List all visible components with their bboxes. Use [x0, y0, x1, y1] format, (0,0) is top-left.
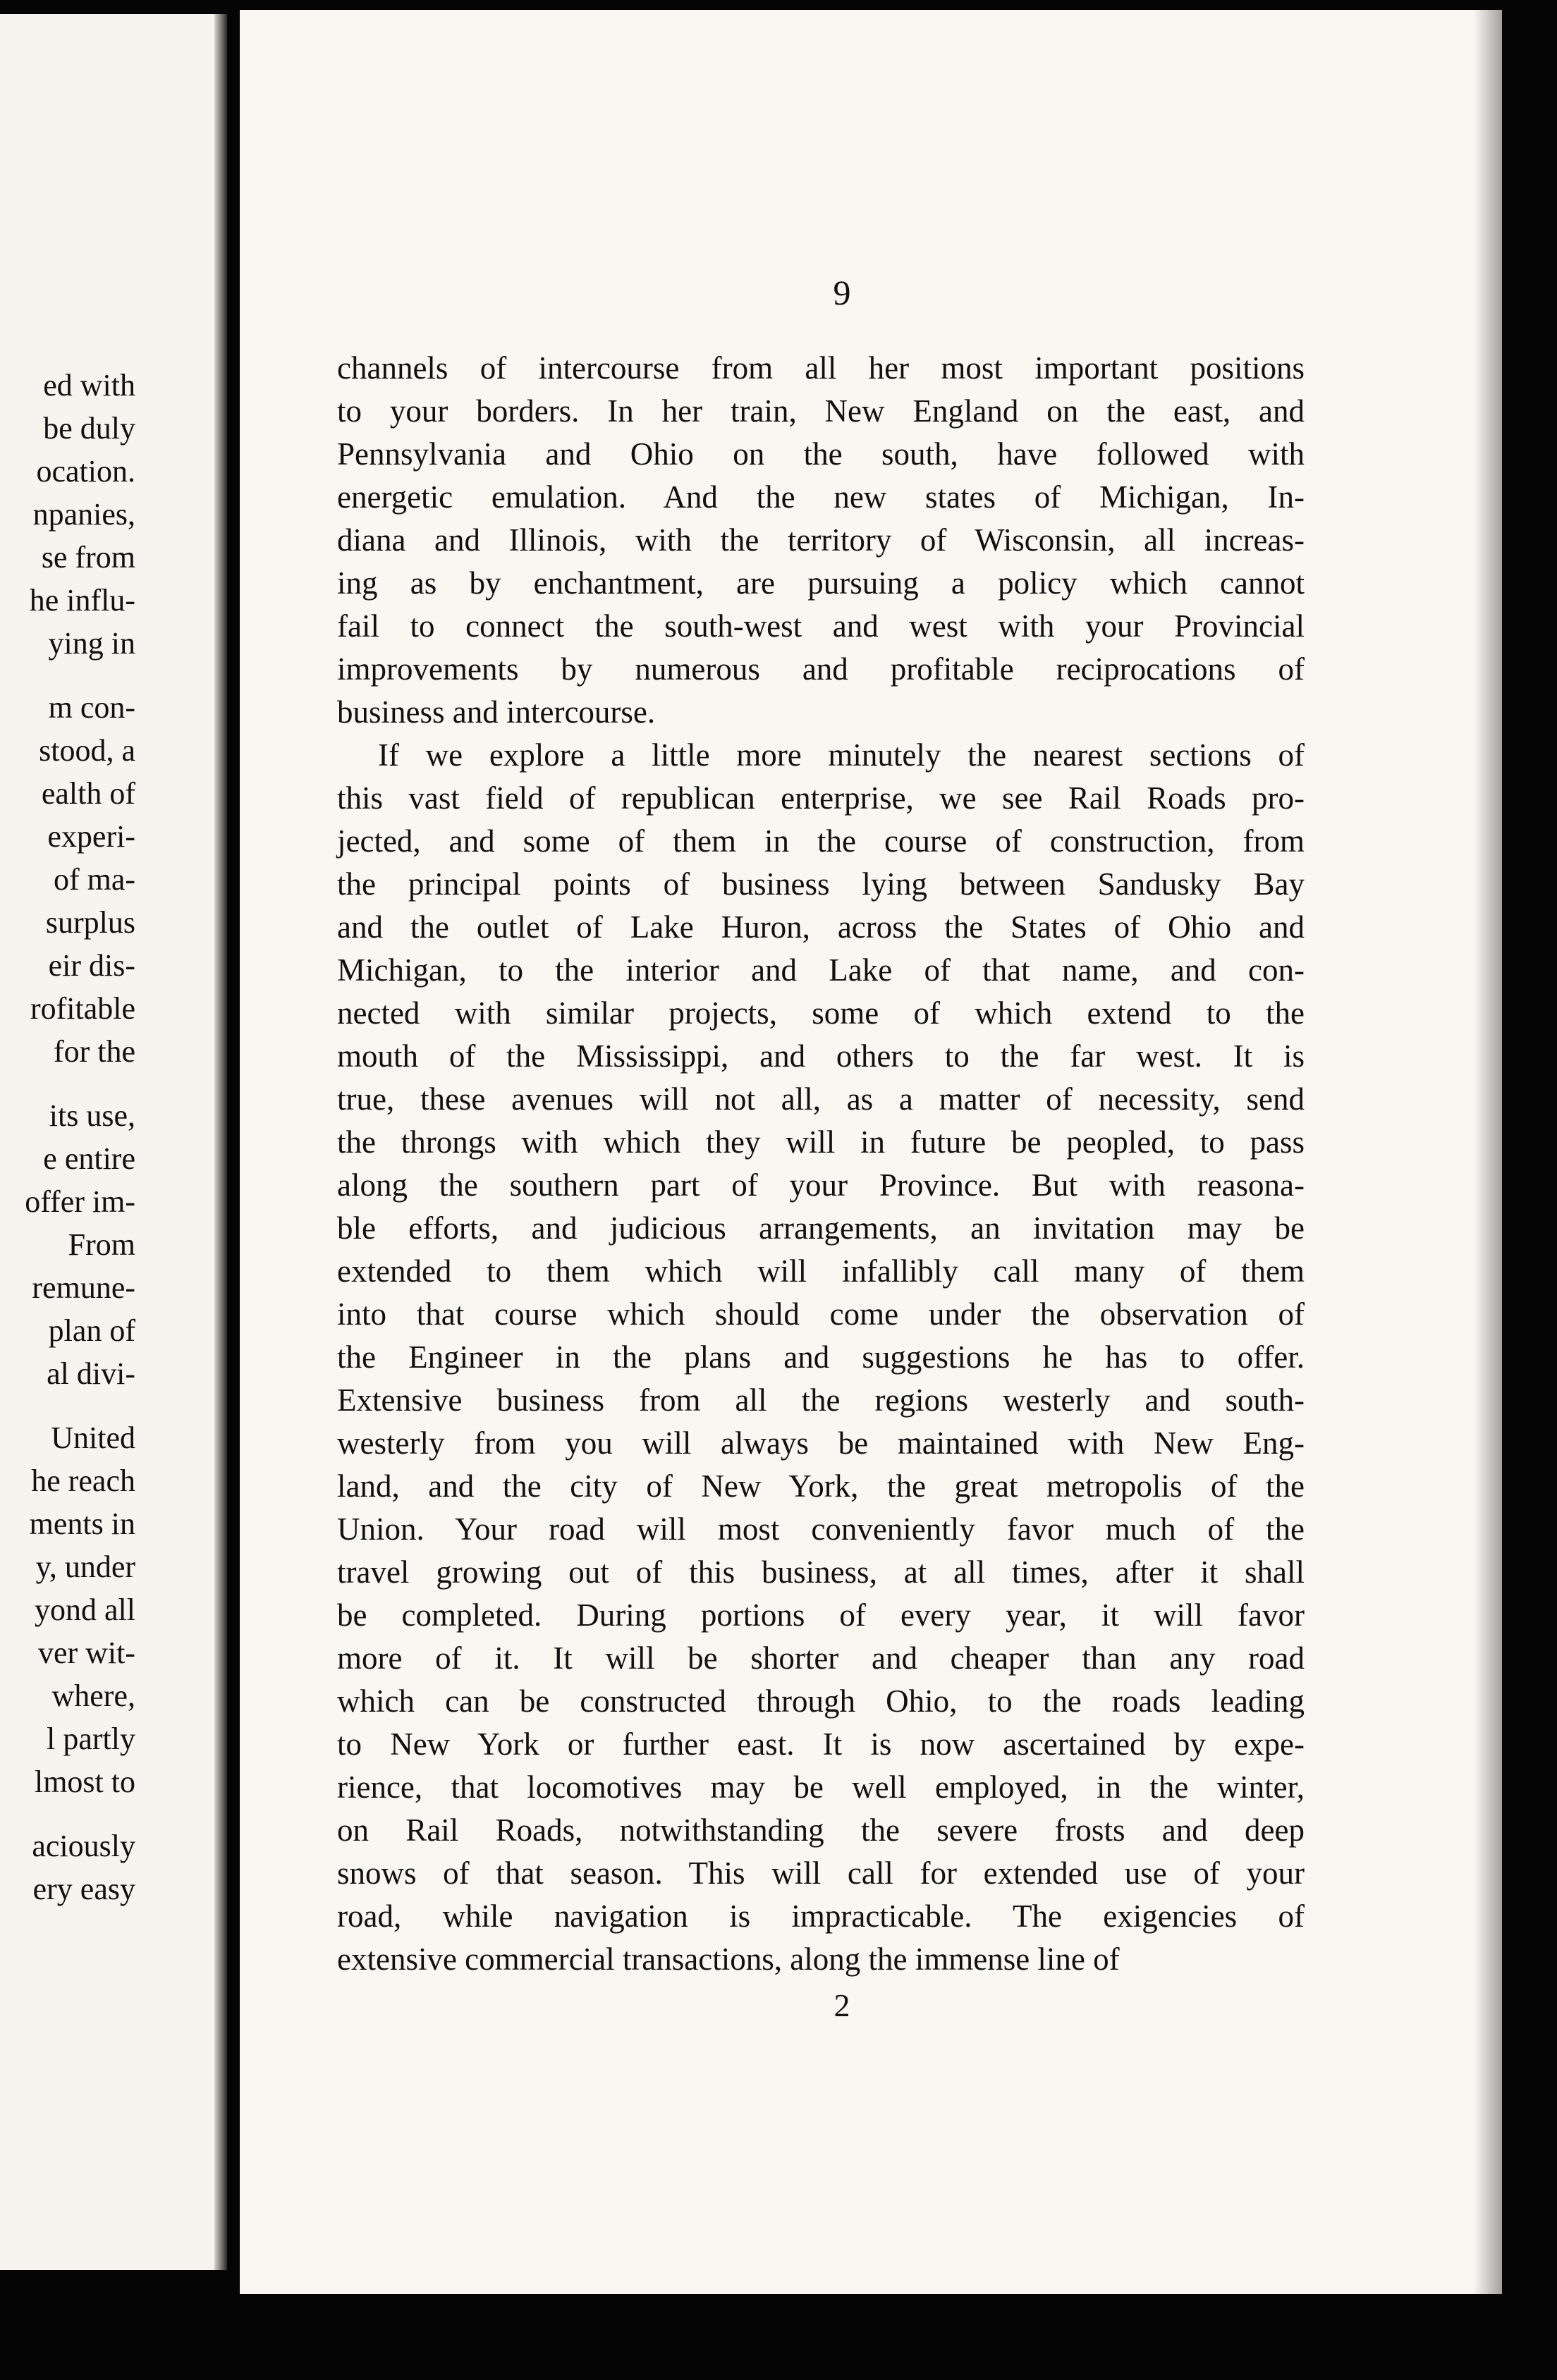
text-line: on Rail Roads, notwithstanding the severe frosts and deep	[337, 1812, 1305, 1848]
page-edge-shadow	[1474, 10, 1502, 2294]
text-line: travel growing out of this business, at all times, after it shall	[337, 1554, 1305, 1590]
facing-text-line: yond all	[35, 1593, 135, 1627]
facing-text-line: plan of	[48, 1313, 135, 1348]
body-text	[337, 347, 1305, 1981]
facing-text-line: its use,	[49, 1098, 135, 1133]
facing-page-text	[0, 364, 135, 1910]
text-line: road, while navigation is impracticable. The exigencies of	[337, 1899, 1305, 1934]
facing-text-line: surplus	[45, 905, 135, 940]
text-line: Pennsylvania and Ohio on the south, have followed with	[337, 436, 1305, 472]
text-line: true, these avenues will not all, as a matter of necessity, send	[337, 1081, 1305, 1117]
facing-text-line: ments in	[29, 1507, 135, 1541]
page-number: 9	[833, 273, 851, 312]
text-line: this vast field of republican enterprise, we see Rail Roads pro-	[337, 780, 1305, 816]
facing-text-line: ed with	[43, 368, 135, 403]
text-line: mouth of the Mississippi, and others to the far west. It is	[337, 1038, 1305, 1074]
facing-text-line: offer im-	[25, 1184, 135, 1219]
text-line: snows of that season. This will call for extended use of your	[337, 1855, 1305, 1891]
text-line: westerly from you will always be maintained with New Eng-	[337, 1425, 1305, 1461]
facing-text-line: m con-	[48, 690, 135, 725]
facing-text-line: stood, a	[39, 733, 135, 768]
paragraph-1	[337, 347, 1305, 734]
facing-text-line: ocation.	[36, 454, 135, 489]
facing-text-line: y, under	[35, 1550, 135, 1584]
text-line: ble efforts, and judicious arrangements, an invitation may be	[337, 1210, 1305, 1246]
text-line: Michigan, to the interior and Lake of that name, and con-	[337, 952, 1305, 988]
text-line: Union. Your road will most conveniently favor much of the	[337, 1511, 1305, 1547]
text-line: extended to them which will infallibly call many of them	[337, 1253, 1305, 1289]
text-line: ing as by enchantment, are pursuing a policy which cannot	[337, 565, 1305, 601]
text-line: channels of intercourse from all her most important positions	[337, 350, 1305, 386]
facing-text-line	[0, 1803, 135, 1824]
facing-text-line: al divi-	[47, 1356, 135, 1391]
facing-text-line: ery easy	[32, 1872, 135, 1906]
paragraph-2	[337, 734, 1305, 1981]
text-line: land, and the city of New York, the great metropolis of the	[337, 1468, 1305, 1504]
text-line: Extensive business from all the regions westerly and south-	[337, 1382, 1305, 1418]
facing-page-left	[0, 14, 227, 2270]
facing-text-line: be duly	[43, 411, 135, 446]
text-line: to New York or further east. It is now ascertained by expe-	[337, 1726, 1305, 1762]
facing-text-line: e entire	[43, 1141, 135, 1176]
text-line: to your borders. In her train, New England on the east, and	[337, 393, 1305, 429]
facing-text-line: ying in	[48, 626, 135, 661]
facing-text-line: eir dis-	[48, 948, 135, 983]
text-line: extensive commercial transactions, along the immense line of	[337, 1942, 1120, 1977]
facing-text-line	[0, 1395, 135, 1416]
text-line: energetic emulation. And the new states of Michigan, In-	[337, 479, 1305, 515]
facing-text-line: ealth of	[41, 776, 135, 811]
text-line: If we explore a little more minutely the nearest sections of	[378, 737, 1305, 773]
facing-text-line: of ma-	[53, 862, 135, 897]
facing-text-line: From	[68, 1227, 135, 1262]
text-line: the principal points of business lying between Sandusky Bay	[337, 866, 1305, 902]
text-line: fail to connect the south-west and west with your Provincial	[337, 608, 1305, 644]
facing-text-line: se from	[41, 540, 135, 575]
text-line: business and intercourse.	[337, 694, 656, 730]
text-line: the throngs with which they will in future be peopled, to pass	[337, 1124, 1305, 1160]
facing-text-line: experi-	[47, 819, 135, 854]
facing-text-line	[0, 1073, 135, 1094]
facing-text-line: l partly	[47, 1722, 135, 1756]
facing-text-line: he influ-	[29, 583, 135, 618]
text-line: nected with similar projects, some of which extend to the	[337, 995, 1305, 1031]
text-line: diana and Illinois, with the territory of Wisconsin, all increas-	[337, 522, 1305, 558]
text-line: the Engineer in the plans and suggestions he has to offer.	[337, 1339, 1305, 1375]
facing-text-line: rofitable	[30, 991, 135, 1026]
document-page	[240, 10, 1502, 2294]
facing-text-line: lmost to	[34, 1765, 135, 1799]
page-gutter	[214, 14, 227, 2270]
facing-text-line: remune-	[32, 1270, 135, 1305]
text-line: into that course which should come under the observation of	[337, 1296, 1305, 1332]
facing-text-line: aciously	[32, 1829, 135, 1863]
facing-text-line: where,	[51, 1679, 135, 1713]
text-line: and the outlet of Lake Huron, across the States of Ohio and	[337, 909, 1305, 945]
text-line: jected, and some of them in the course of construction, from	[337, 823, 1305, 859]
text-line: which can be constructed through Ohio, to the roads leading	[337, 1683, 1305, 1719]
facing-text-line: npanies,	[32, 497, 135, 532]
facing-text-line: ver wit-	[37, 1636, 135, 1670]
facing-text-line: United	[51, 1421, 135, 1455]
facing-text-line: for the	[53, 1034, 135, 1069]
text-line: be completed. During portions of every year, it will favor	[337, 1597, 1305, 1633]
text-line: improvements by numerous and profitable reciprocations of	[337, 651, 1305, 687]
text-line: more of it. It will be shorter and cheaper than any road	[337, 1640, 1305, 1676]
signature-mark: 2	[834, 1987, 850, 2023]
text-line: along the southern part of your Province. But with reasona-	[337, 1167, 1305, 1203]
facing-text-line: he reach	[31, 1464, 135, 1498]
text-line: rience, that locomotives may be well employed, in the winter,	[337, 1769, 1305, 1805]
facing-text-line	[0, 665, 135, 686]
